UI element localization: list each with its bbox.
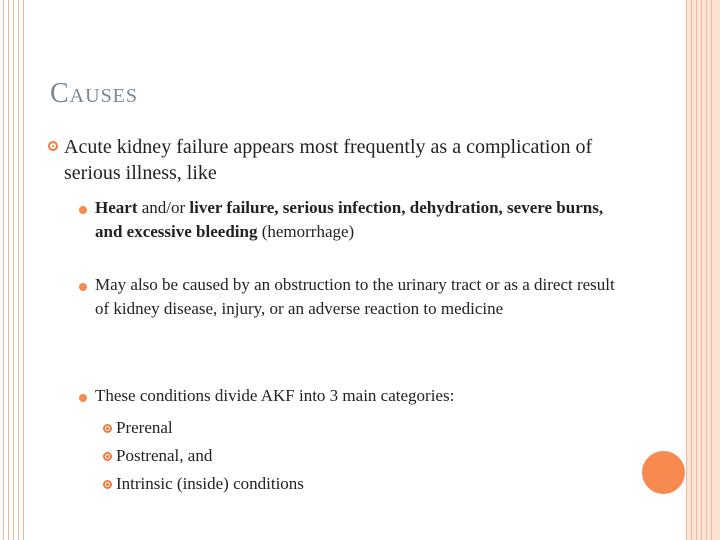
level3-item-intrinsic: Intrinsic (inside) conditions xyxy=(116,474,304,493)
slide-title: Causes xyxy=(50,78,139,109)
level2-item-obstruction: May also be caused by an obstruction to the urinary tract or as a direct result of kidney disease, injury, or an adverse reaction to medicine xyxy=(95,275,615,318)
level3-bullet-icon xyxy=(103,424,112,433)
level3-item-postrenal: Postrenal, and xyxy=(116,446,213,465)
level3-bullet-icon xyxy=(103,452,112,461)
level2-parenthetical: (hemorrhage) xyxy=(257,222,355,241)
level2-bold-conditions: liver failure, serious infection, dehydration, severe burns, and excessive bleeding xyxy=(95,198,604,241)
level3-bullet-icon xyxy=(103,480,112,489)
level3-item-prerenal: Prerenal xyxy=(116,418,173,437)
level2-item-heart xyxy=(95,196,620,244)
level2-conjunction: and/or xyxy=(137,198,190,217)
level2-item-categories: These conditions divide AKF into 3 main categories: xyxy=(95,386,455,405)
level2-bullet-icon xyxy=(79,206,87,214)
level2-bold-heart: Heart xyxy=(95,198,138,217)
level2-bullet-icon xyxy=(79,394,87,402)
level2-bullet-icon xyxy=(79,283,87,291)
level1-text: Acute kidney failure appears most frequently as a complication of serious illness, like xyxy=(64,136,593,184)
level1-bullet-icon xyxy=(48,141,58,151)
